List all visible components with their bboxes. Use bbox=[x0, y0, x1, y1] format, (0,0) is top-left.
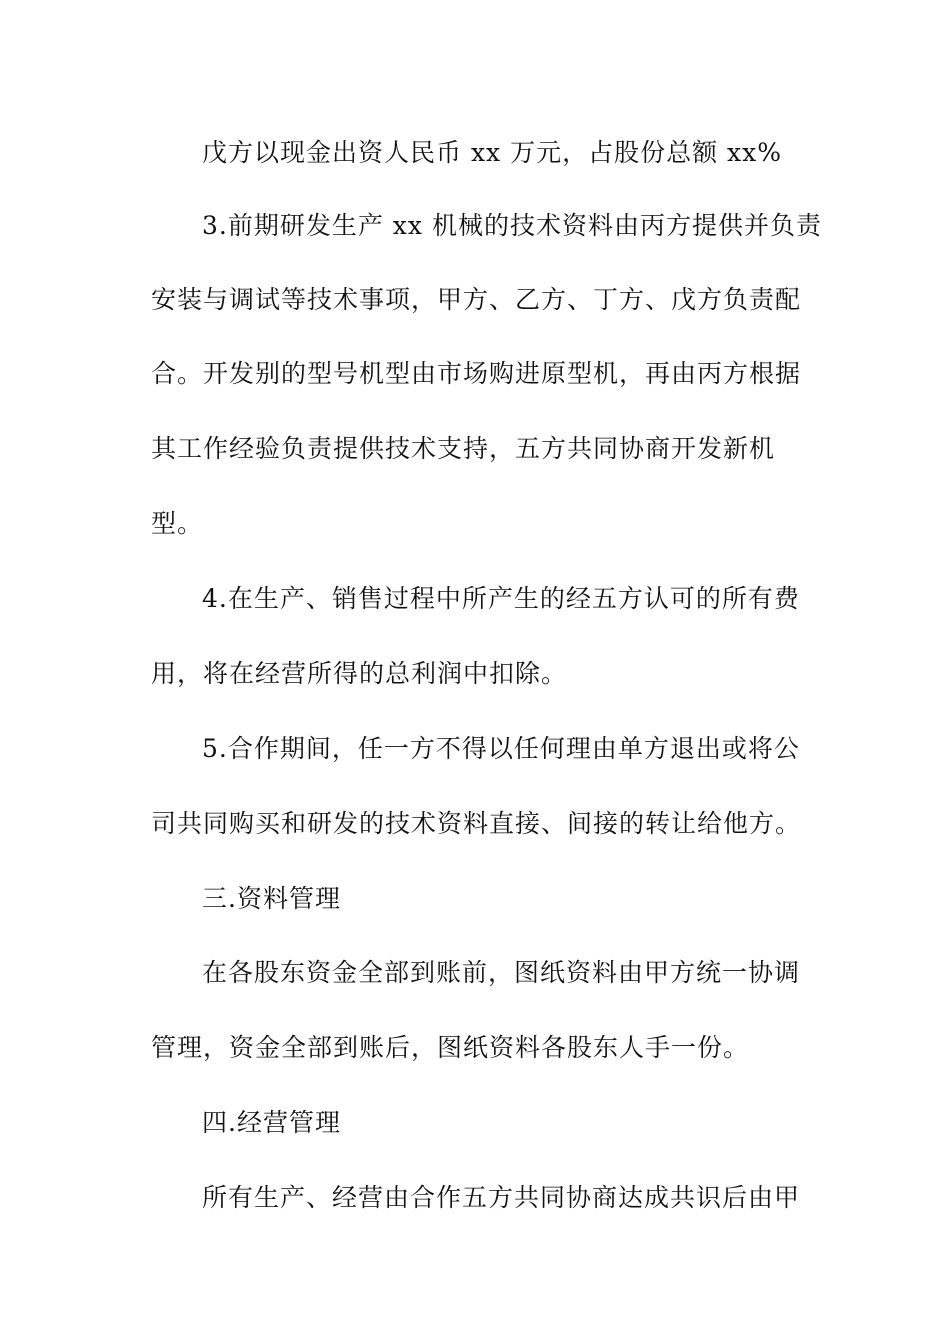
text-line-15: 所有生产、经营由合作五方共同协商达成共识后由甲 bbox=[202, 1183, 801, 1212]
text-line-8: 用，将在经营所得的总利润中扣除。 bbox=[151, 659, 568, 688]
text-line-4: 合。开发别的型号机型由市场购进原型机，再由丙方根据 bbox=[151, 359, 802, 388]
text-line-6: 型。 bbox=[151, 509, 204, 538]
section-heading-3: 三.资料管理 bbox=[202, 884, 341, 913]
text-line-5: 其工作经验负责提供技术支持，五方共同协商开发新机 bbox=[151, 434, 776, 463]
text-line-2: 3.前期研发生产 xx 机械的技术资料由丙方提供并负责 bbox=[202, 211, 822, 240]
text-line-7: 4.在生产、销售过程中所产生的经五方认可的所有费 bbox=[202, 584, 800, 613]
text-line-10: 司共同购买和研发的技术资料直接、间接的转让给他方。 bbox=[151, 809, 802, 838]
text-line-13: 管理，资金全部到账后，图纸资料各股东人手一份。 bbox=[151, 1033, 750, 1062]
section-heading-4: 四.经营管理 bbox=[202, 1108, 341, 1137]
text-line-3: 安装与调试等技术事项，甲方、乙方、丁方、戊方负责配 bbox=[151, 285, 802, 314]
text-line-9: 5.合作期间，任一方不得以任何理由单方退出或将公 bbox=[202, 734, 800, 763]
text-line-1: 戊方以现金出资人民币 xx 万元，占股份总额 xx% bbox=[202, 138, 782, 167]
text-line-12: 在各股东资金全部到账前，图纸资料由甲方统一协调 bbox=[202, 958, 801, 987]
